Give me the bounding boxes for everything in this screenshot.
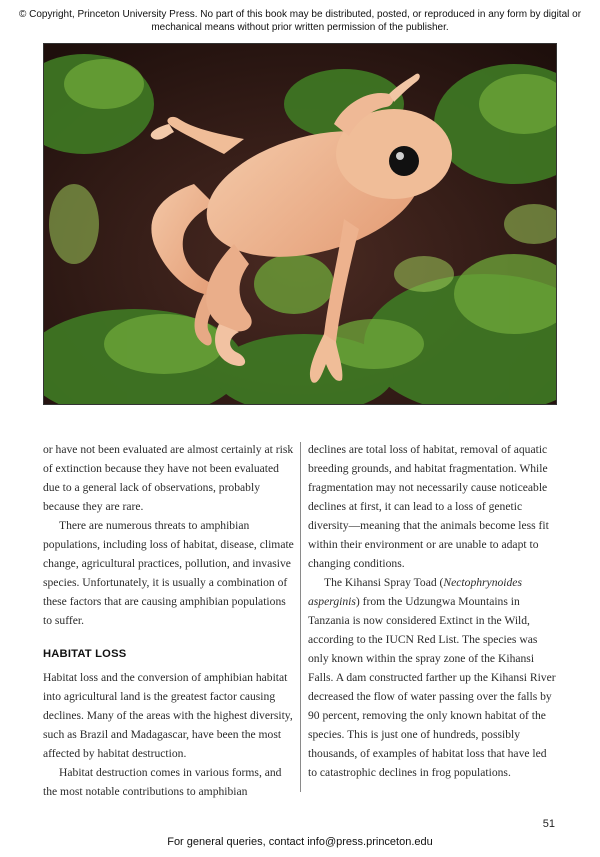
kihansi-spray-toad-photo <box>43 43 557 405</box>
species-name: Nectophrynoides asperginis <box>308 576 522 608</box>
left-text-column <box>43 440 295 801</box>
section-heading: HABITAT LOSS <box>43 648 127 660</box>
paragraph: Habitat destruction comes in various forms, and the most notable contributions to amphibian <box>43 766 282 798</box>
column-divider <box>300 442 301 792</box>
copyright-notice: © Copyright, Princeton University Press. No part of this book may be distributed, posted, or reproduced in any form by digital or mechanical means without prior written permission of the publisher. <box>18 9 582 33</box>
paragraph-text: The Kihansi Spray Toad ( <box>324 576 444 589</box>
paragraph: There are numerous threats to amphibian populations, including loss of habitat, disease, climate change, agricultural practices, pollution, and invasive species. Unfortunately, it is usually a combination of these factors that are causing amphibian populations to suffer. <box>43 519 294 627</box>
right-text-column <box>308 440 558 782</box>
paragraph-text: ) from the Udzungwa Mountains in Tanzania is now considered Extinct in the Wild, according to the IUCN Red List. The species was only known within the spray zone of the Kihansi Falls. A dam constructed farther up the Kihansi River decreased the flow of water passing over the falls by 90 percent, removing the only known habitat of the species. This is just one of hundreds, possibly thousands, of examples of habitat loss that have led to catastrophic declines in frog populations. <box>308 595 556 779</box>
paragraph <box>308 573 558 782</box>
paragraph: Habitat loss and the conversion of amphibian habitat into agricultural land is the greatest factor causing declines. Many of the areas with the highest diversity, such as Brazil and Madagascar, have been the most affected by habitat destruction. <box>43 671 293 760</box>
footer-contact: For general queries, contact info@press.princeton.edu <box>167 836 433 848</box>
paragraph: or have not been evaluated are almost certainly at risk of extinction because they have not been evaluated due to a general lack of observations, probably because they are rare. <box>43 443 294 513</box>
page-number: 51 <box>542 818 555 830</box>
paragraph: declines are total loss of habitat, removal of aquatic breeding grounds, and habitat fragmentation. While fragmentation may not necessarily cause noticeable declines at first, it can lead to a loss of genetic diversity—meaning that the animals become less fit within their environment or are unable to adapt to changing conditions. <box>308 443 549 570</box>
